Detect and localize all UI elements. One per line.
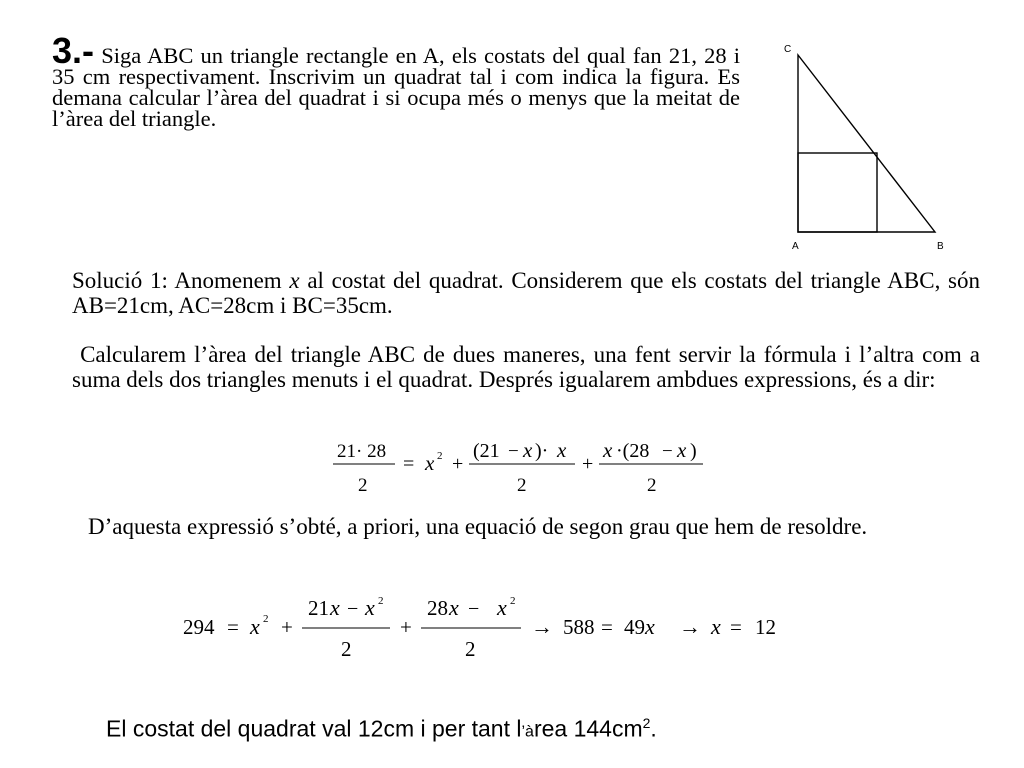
eq2-frac1-minus: − (347, 598, 359, 620)
triangle-abc (798, 55, 935, 232)
eq2-frac2-coefficient: 28 (427, 596, 448, 620)
eq2-plus-2: + (400, 615, 412, 639)
eq2-result-x: x (645, 614, 655, 639)
eq2-frac2-denominator: 2 (465, 637, 476, 661)
triangle-figure (780, 40, 950, 255)
eq2-exponent-1: 2 (263, 613, 269, 625)
eq2-frac1-denominator: 2 (341, 637, 352, 661)
solution-variable: x (289, 268, 300, 293)
solution-p1-start: Solució 1: Anomenem (72, 268, 290, 293)
vertex-label-a: A (792, 241, 799, 252)
final-text-a: El costat del quadrat val 12cm i per tant l (106, 715, 522, 742)
eq1-term2-x-factor: x (557, 438, 567, 462)
solution-p1-end: al costat del quadrat. Considerem que els costats del triangle ABC, són AB=21cm, AC=28cm i BC=35cm. (72, 268, 980, 318)
solution-paragraph-2 (72, 342, 980, 392)
eq1-x-squared: x (425, 451, 435, 475)
eq1-term2-minus: − (508, 441, 519, 462)
final-text-b: ’à (521, 723, 534, 741)
eq2-result-coefficient: 49 (624, 615, 645, 639)
vertex-label-c: C (784, 44, 792, 55)
equation-2 (175, 590, 815, 665)
eq1-plus-1: + (452, 453, 464, 475)
eq2-frac2-x-sq: x (497, 595, 507, 620)
solution-paragraph-3: D’aquesta expressió s’obté, a priori, una equació de segon grau que hem de resoldre. (88, 514, 868, 539)
eq2-frac2-exponent: 2 (510, 595, 516, 607)
eq1-term3-part-a: ·(28 (616, 440, 650, 462)
eq2-arrow-1: → (531, 614, 553, 639)
eq1-term2-part-c: )· (535, 440, 549, 462)
eq1-term3-part-c: ) (690, 440, 697, 462)
eq1-lhs-numerator: 21· 28 (337, 441, 387, 462)
eq2-result-lhs: 588 (563, 615, 595, 639)
solution-p2-text: Calcularem l’àrea del triangle ABC de dues maneres, una fent servir la fórmula i l’altra com a suma dels dos triangles menuts i el quadrat. Després igualarem ambdues expressions, és a dir: (72, 342, 981, 392)
problem-number: 3.- (52, 30, 95, 71)
equation-1 (325, 432, 725, 502)
inscribed-square (798, 153, 877, 232)
eq2-arrow-2: → (679, 614, 701, 639)
final-answer (106, 709, 657, 747)
final-superscript: 2 (642, 715, 651, 731)
eq1-term3-x: x (603, 438, 613, 462)
final-period: . (650, 715, 657, 742)
eq1-exponent: 2 (437, 450, 443, 462)
eq2-result-equals: = (601, 615, 613, 639)
eq2-lhs: 294 (183, 615, 215, 639)
eq2-frac2-x: x (449, 595, 459, 620)
problem-statement (52, 30, 741, 131)
eq1-term2-x: x (523, 438, 533, 462)
eq2-frac1-coefficient: 21 (308, 596, 329, 620)
eq2-frac1-x: x (330, 595, 340, 620)
eq1-term3-minus: − (662, 441, 673, 462)
solution-paragraph-1 (72, 268, 980, 318)
eq2-solution-x: x (711, 614, 721, 639)
vertex-label-b: B (937, 241, 944, 252)
eq2-frac1-x-sq: x (365, 595, 375, 620)
eq1-plus-2: + (582, 453, 594, 475)
eq1-term2-part-a: (21 (473, 440, 500, 462)
eq2-solution-value: 12 (755, 615, 776, 639)
eq2-plus-1: + (281, 615, 293, 639)
eq2-frac1-exponent: 2 (378, 595, 384, 607)
eq2-x-squared: x (250, 614, 260, 639)
eq1-equals: = (403, 453, 415, 475)
eq1-term3-x-inner: x (677, 438, 687, 462)
problem-text: Siga ABC un triangle rectangle en A, els costats del qual fan 21, 28 i 35 cm respectivament. Inscrivim un quadrat tal i com indica la figura. Es demana calcular l’àrea del quadrat i si ocupa més o menys que la meitat de l’àrea del triangle. (52, 43, 741, 131)
eq1-term2-denominator: 2 (517, 475, 527, 496)
eq1-lhs-denominator: 2 (358, 475, 368, 496)
eq2-equals: = (227, 615, 239, 639)
eq2-solution-equals: = (730, 615, 742, 639)
eq1-term3-denominator: 2 (647, 475, 657, 496)
eq2-frac2-minus: − (468, 598, 480, 620)
final-text-c: rea 144cm (533, 715, 643, 742)
